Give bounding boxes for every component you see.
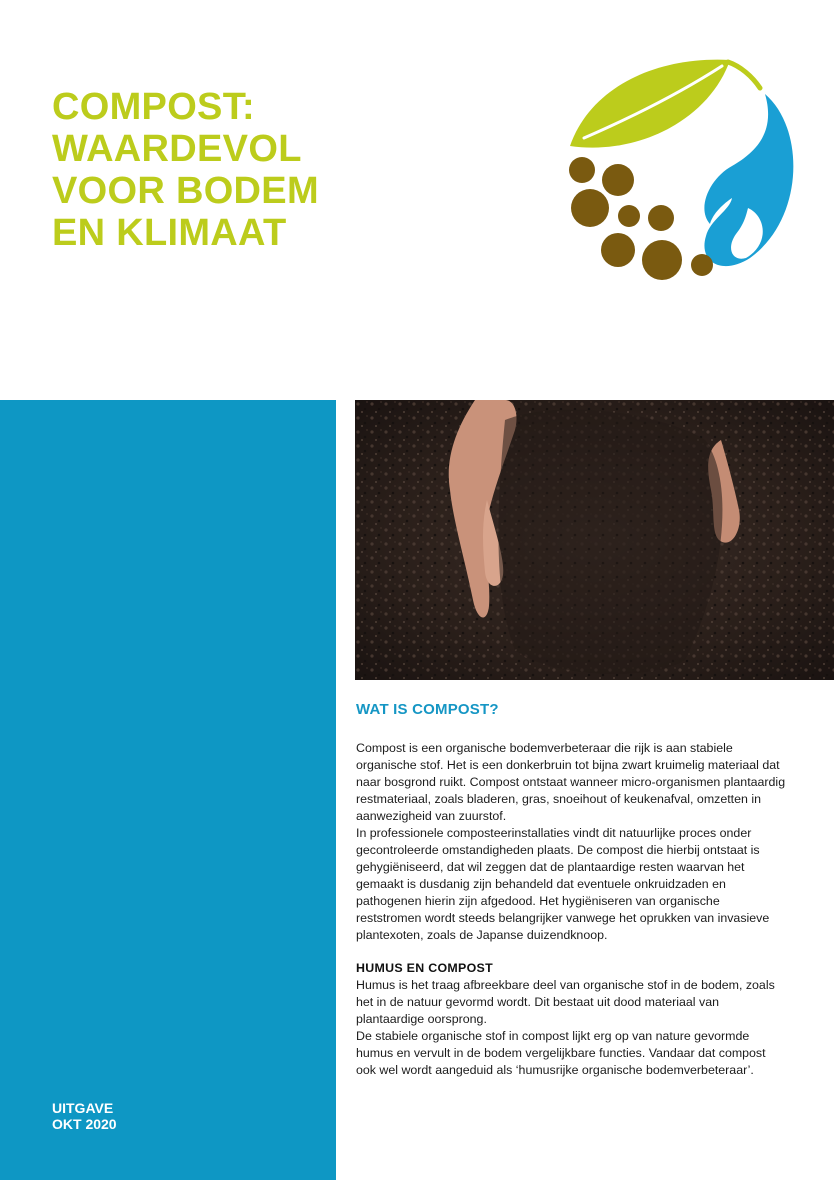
granule [602,164,634,196]
title-line: VOOR BODEM [52,170,319,212]
paragraph: Humus is het traag afbreekbare deel van organische stof in de bodem, zoals het in de natuur gevormd wordt. Dit bestaat uit dood materiaal van plantaardige oorsprong. [356,978,775,1026]
granule [569,157,595,183]
granule [601,233,635,267]
article-content [356,700,788,1079]
title-line: COMPOST: [52,86,255,128]
hands-in-compost-photo [355,400,834,680]
page-title [52,86,382,254]
granule [642,240,682,280]
edition-line: UITGAVE [52,1100,114,1116]
section-heading: WAT IS COMPOST? [356,701,499,718]
subsection-heading: HUMUS EN COMPOST [356,961,493,975]
paragraph: In professionele composteerinstallaties vindt dit natuurlijke proces onder gecontroleerde omstandigheden plaats. De compost die hierbij ontstaat is gehygiëniseerd, dat wil zeggen dat de plantaardige resten waarvan het gemaakt is dusdanig zijn behandeld dat eventuele onkruidzaden en pathogenen hierin zijn afgedood. Het hygiëniseren van organische reststromen wordt steeds belangrijker vanwege het oprukken van invasieve plantexoten, zoals de Japanse duizendknoop. [356,826,770,942]
leaf-stem [728,62,760,88]
granule [571,189,609,227]
paragraph: Compost is een organische bodemverbeteraar die rijk is aan stabiele organische stof. Het is een donkerbruin tot bijna zwart kruimelig materiaal dat naar bosgrond ruikt. Compost ontstaat wanneer micro-organismen plantaardig restmateriaal, zoals bladeren, gras, snoeihout of keukenafval, omzetten in aanwezigheid van zuurstof. [356,741,786,823]
title-line: WAARDEVOL [52,128,302,170]
title-line: EN KLIMAAT [52,212,287,254]
side-panel [0,400,336,1180]
edition-date: OKT 2020 [52,1116,117,1132]
granule [618,205,640,227]
edition-label [52,1100,117,1132]
paragraph: De stabiele organische stof in compost lijkt erg op van nature gevormde humus en vervult in de bodem vergelijkbare functies. Vandaar dat compost ook wel wordt aangeduid als ‘humusrijke organische bodemverbeteraar’. [356,1029,766,1077]
granule [648,205,674,231]
leaf-granules-flame-logo [560,48,810,288]
soil-mound [498,410,722,674]
granule [691,254,713,276]
